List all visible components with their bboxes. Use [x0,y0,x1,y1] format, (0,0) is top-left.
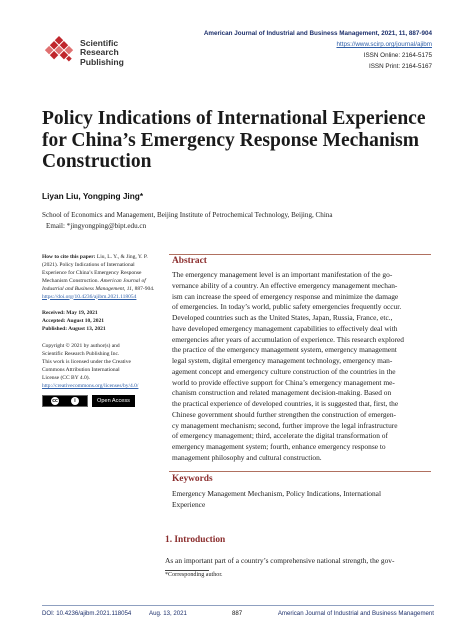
publisher-name-line: Publishing [80,56,124,67]
cite-journal: American Journal of Industrial and Business Management, 11, [42,277,146,292]
page-number: 887 [232,610,243,617]
copyright-line: Commons Attribution International [42,366,120,373]
footer-journal-name: American Journal of Industrial and Business Management [277,610,434,617]
abstract-line: the practice of the emergency management system, emergency management [172,345,397,355]
keywords-top-rule [169,471,431,472]
title-line: Construction [42,151,152,172]
abstract-top-rule [169,254,431,255]
journal-url-link[interactable]: https://www.scirp.org/journal/ajibm [336,41,432,48]
introduction-heading: 1. Introduction [165,535,226,545]
journal-citation: American Journal of Industrial and Business Management, 2021, 11, 887-904 [203,30,432,37]
keywords-line: Experience [172,499,206,509]
footer-rule [42,605,434,606]
copyright-line: Copyright © 2021 by author(s) and [42,343,120,350]
keywords-heading: Keywords [172,474,213,484]
abstract-line: world to provide effective support for China’s emergency management me- [172,377,395,387]
introduction-first-line: As an important part of a country’s comprehensive national strength, the gov- [165,556,395,565]
publisher-name-line: Scientific [80,38,119,48]
paper-authors: Liyan Liu, Yongping Jing* [42,191,144,201]
affiliation: School of Economics and Management, Beijing Institute of Petrochemical Technology, Beijing, China [42,211,333,219]
abstract-line: agement concept and emergency culture construction of the countries in the [172,366,396,376]
abstract-line: of emergency management; third, accelerate the digital transformation of [172,431,388,441]
copyright-line: This work is licensed under the Creative [42,358,131,365]
abstract-line: Developed countries such as the United States, Japan, Russia, France, etc., [172,313,393,322]
author-affiliation-block [42,210,442,231]
footnote-rule [165,570,209,571]
abstract-heading: Abstract [172,256,207,266]
publisher-logo [42,36,162,70]
license-link[interactable]: http://creativecommons.org/licenses/by/4.0/ [42,382,139,389]
abstract-line: management philosophy and cultural construction. [172,452,322,462]
keywords-line: Emergency Management Mechanism, Policy Indications, International [172,489,381,498]
cc-by-license-badge[interactable] [42,395,88,407]
abstract-line: the practical experience of developed countries, it is suggested that, first, the [172,399,399,408]
footer-date: Aug. 13, 2021 [149,610,187,617]
cite-pages: 887-904. [134,285,155,292]
attribution-icon: i [71,397,79,405]
abstract-line: cy management mechanism; second, further improve the legal infrastructure [172,420,398,430]
abstract-body [172,270,431,464]
citation-info [42,254,160,294]
abstract-line: The emergency management level is an important manifestation of the go- [172,270,393,279]
abstract-line: vernance ability of a country. An effective emergency management mechan- [172,280,398,290]
abstract-line: of emergencies. In today’s world, public safety emergencies frequently occur. [172,302,402,312]
title-line: for China’s Emergency Response Mechanism [42,129,419,151]
issn-online: ISSN Online: 2164-5175 [363,52,432,59]
copyright-line: License (CC BY 4.0). [42,374,90,381]
copyright-line: Scientific Research Publishing Inc. [42,351,120,358]
received-date: Received: May 19, 2021 [42,310,98,317]
cite-text: Liu, L. Y., & Jing, Y. P. (2021). Policy Indications of International Experience for China’s Emergency Response Mechanism Construction. [42,254,148,284]
title-line: Policy Indications of International Experience [42,108,426,129]
cite-doi-link[interactable]: https://doi.org/10.4236/ajibm.2021.118054 [42,293,137,300]
published-date: Published: August 13, 2021 [42,326,106,333]
abstract-line: legal system, digital emergency management technology, emergency man- [172,356,393,365]
abstract-line: have developed emergency management capabilities to effectively deal with [172,323,398,333]
abstract-line: emergencies after years of accumulation of experience. This research explored [172,334,405,344]
corresponding-author-footnote: *Corresponding author. [165,572,223,578]
abstract-line: ism can increase the speed of emergency response and minimize the damage [172,291,399,301]
author-email: Email: *jingyongping@bipt.edu.cn [46,221,147,230]
publisher-name-line: Research [80,47,119,58]
abstract-line: chanism construction and related management decision-making. Based on [172,388,392,398]
abstract-line: emergency management system; fourth, enhance emergency response to [172,442,386,451]
abstract-line: Chinese government should further strengthen the construction of emergen- [172,409,396,419]
keywords-body [172,489,431,511]
open-access-badge: Open Access [92,395,135,407]
cite-label: How to cite this paper: [42,254,96,260]
article-sidebar [42,254,160,407]
issn-print: ISSN Print: 2164-5167 [368,63,432,70]
paper-title [42,108,442,173]
cc-icon: cc [52,397,58,404]
publisher-logo-icon [42,36,76,70]
footer-doi[interactable]: DOI: 10.4236/ajibm.2021.118054 [42,610,132,617]
accepted-date: Accepted: August 10, 2021 [42,318,105,325]
publisher-name [80,39,124,67]
journal-info [172,28,432,72]
